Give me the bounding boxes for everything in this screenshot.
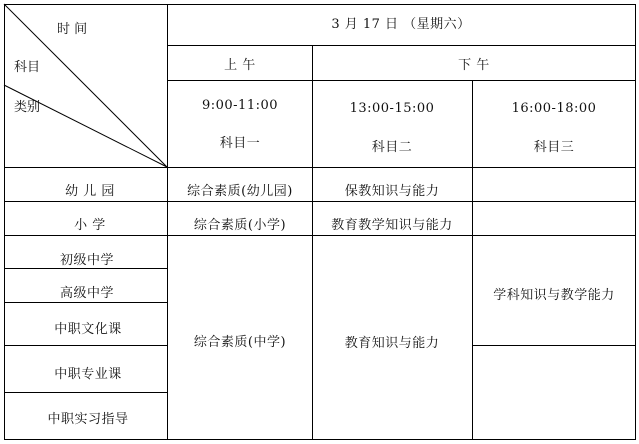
- slot-1-time: 9:00-11:00: [201, 98, 279, 113]
- category-vocational-practice: 中职实习指导: [47, 412, 129, 427]
- slot-3-time: 16:00-18:00: [511, 101, 597, 116]
- corner-time-label: 时 间: [57, 22, 88, 37]
- cell-middle-subject1: 综合素质(中学): [193, 335, 287, 350]
- category-vocational-major: 中职专业课: [54, 367, 122, 382]
- category-primary: 小 学: [74, 218, 106, 233]
- cell-kindergarten-subject1: 综合素质(幼儿园): [187, 184, 293, 199]
- category-kindergarten: 幼 儿 园: [65, 184, 115, 199]
- cell-primary-subject1: 综合素质(小学): [193, 218, 287, 233]
- cell-kindergarten-subject2: 保教知识与能力: [344, 184, 440, 199]
- morning-header: 上 午: [224, 58, 256, 73]
- slot-2-time: 13:00-15:00: [349, 101, 435, 116]
- corner-subject-label: 科目: [14, 60, 41, 75]
- slot-1-subject: 科目一: [219, 136, 261, 151]
- category-junior-high: 初级中学: [59, 253, 115, 268]
- slot-3-subject: 科目三: [533, 140, 575, 155]
- category-vocational-culture: 中职文化课: [54, 322, 122, 337]
- cell-middle-subject3: 学科知识与教学能力: [493, 288, 615, 303]
- exam-date: 3 月 17 日 （星期六）: [331, 17, 471, 32]
- category-senior-high: 高级中学: [59, 286, 115, 301]
- slot-2-subject: 科目二: [371, 140, 413, 155]
- afternoon-header: 下 午: [458, 58, 490, 73]
- corner-category-label: 类别: [14, 100, 41, 115]
- cell-primary-subject2: 教育教学知识与能力: [331, 218, 453, 233]
- cell-middle-subject2: 教育知识与能力: [344, 336, 440, 351]
